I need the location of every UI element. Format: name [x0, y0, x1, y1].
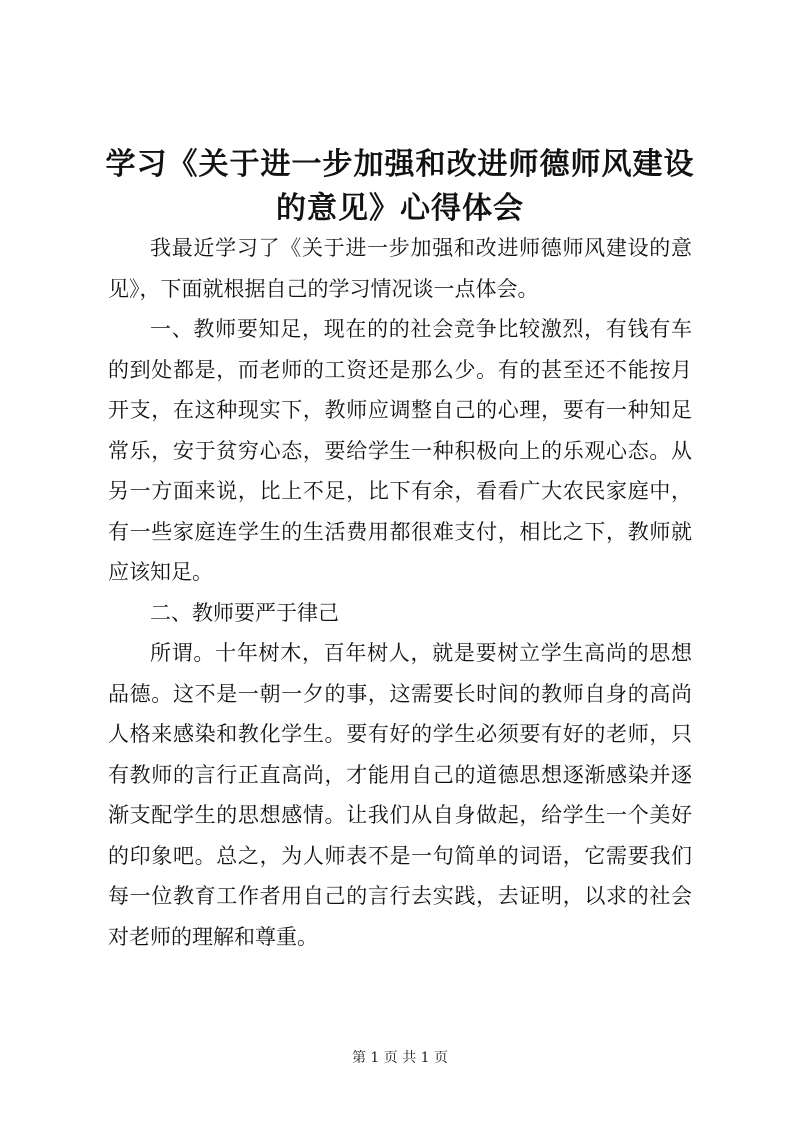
page-number-footer: 第 1 页 共 1 页 [351, 1050, 449, 1066]
document-title: 学习《关于进一步加强和改进师德师风建设的意见》心得体会 [105, 147, 695, 226]
paragraph-point-two: 所谓。十年树木，百年树人，就是要树立学生高尚的思想品德。这不是一朝一夕的事，这需要长时间的教师自身的高尚人格来感染和教化学生。要有好的学生必须要有好的老师，只有教师的言行正直高尚，才能用自己的道德思想逐渐感染并逐渐支配学生的思想感情。让我们从自身做起，给学生一个美好的印象吧。总之，为人师表不是一句简单的词语，它需要我们每一位教育工作者用自己的言行去实践，去证明，以求的社会对老师的理解和尊重。 [108, 641, 692, 949]
document-body [108, 228, 692, 957]
paragraph-intro: 我最近学习了《关于进一步加强和改进师德师风建设的意见》，下面就根据自己的学习情况谈一点体会。 [108, 236, 692, 301]
paragraph-point-one: 一、教师要知足，现在的的社会竞争比较激烈，有钱有车的到处都是，而老师的工资还是那么少。有的甚至还不能按月开支，在这种现实下，教师应调整自己的心理，要有一种知足常乐，安于贫穷心态，要给学生一种积极向上的乐观心态。从另一方面来说，比上不足，比下有余，看看广大农民家庭中，有一些家庭连学生的生活费用都很难支付，相比之下，教师就应该知足。 [108, 317, 692, 584]
paragraph-heading-two: 二、教师要严于律己 [150, 600, 339, 625]
